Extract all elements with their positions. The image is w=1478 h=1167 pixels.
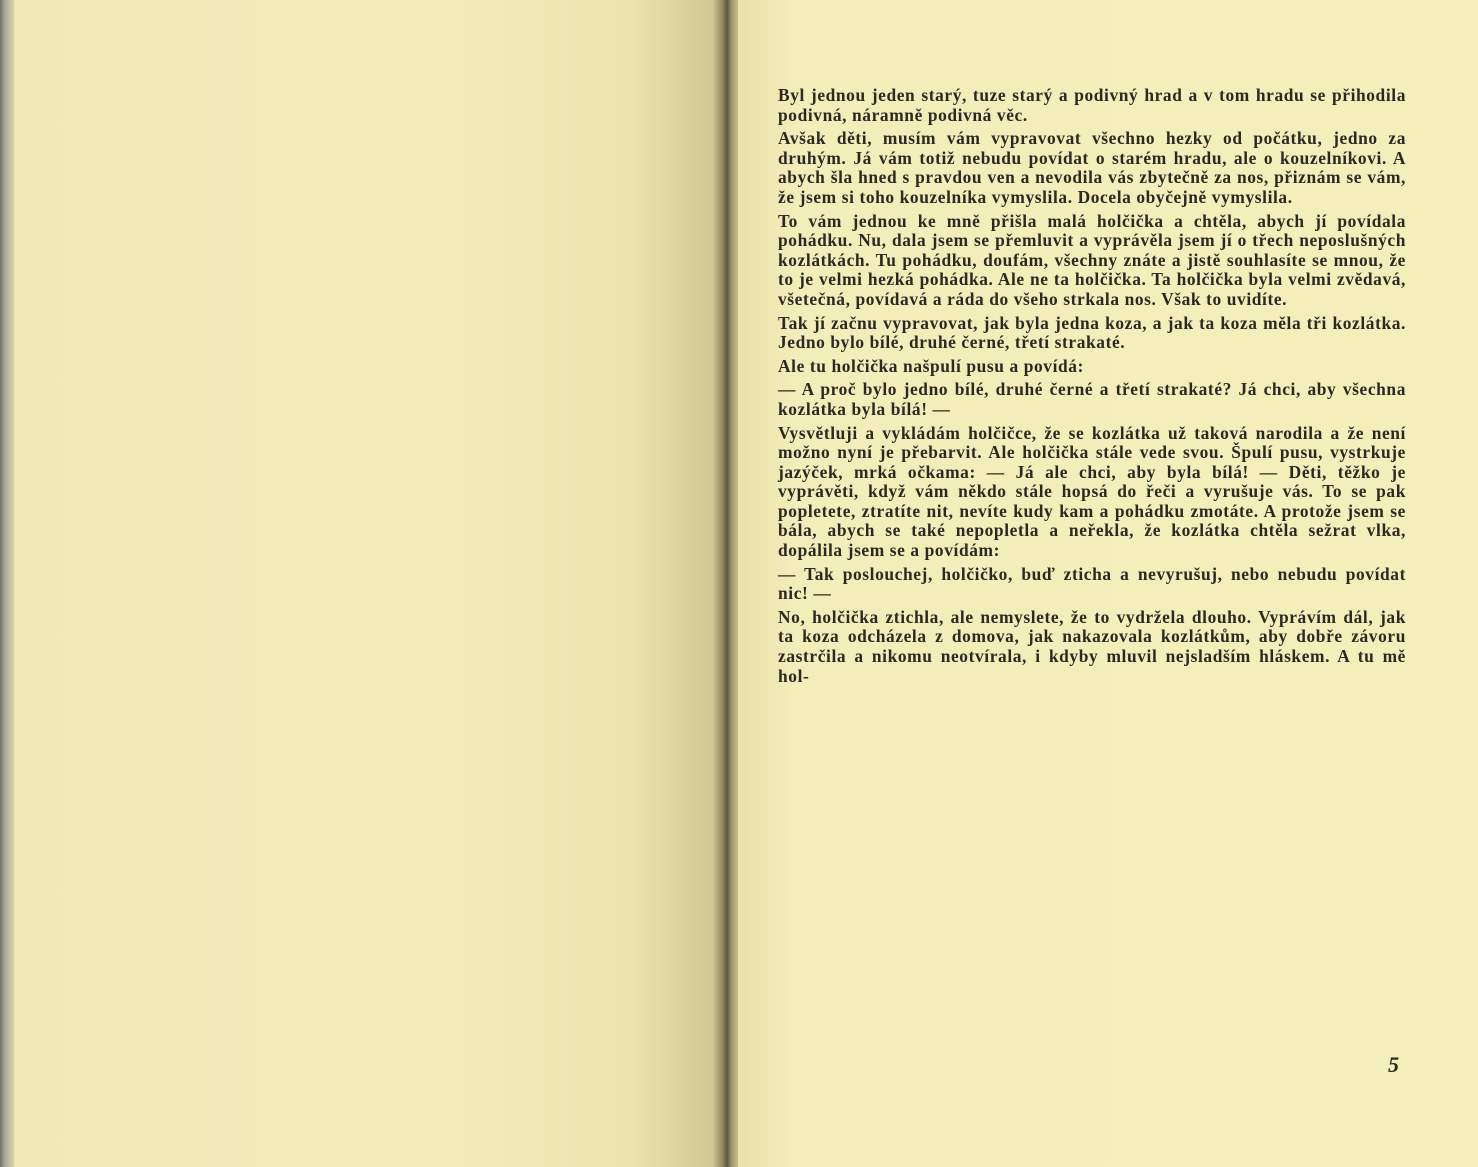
paragraph-6: — A proč bylo jedno bílé, druhé černé a třetí strakaté? Já chci, aby všechna kozlátka byla bílá! — (778, 379, 1406, 419)
page-number: 5 (1388, 1052, 1399, 1077)
left-page-blank (14, 0, 717, 1167)
page-edge-strip (0, 0, 14, 1167)
paragraph-4: Tak jí začnu vypravovat, jak byla jedna koza, a jak ta koza měla tři kozlátka. Jedno bylo bílé, druhé černé, třetí strakaté. (778, 312, 1406, 353)
paragraph-3: To vám jednou ke mně přišla malá holčička a chtěla, abych jí povídala pohádku. Nu, dala jsem se přemluvit a vyprávěla jsem jí o třech neposlušných kozlátkách. Tu pohádku, doufám, všechny znáte a jistě souhlasíte se mnou, že to je velmi hezká pohádka. Ale ne ta holčička. Ta holčička byla velmi zvědavá, všetečná, povídavá a ráda do všeho strkala nos. Však to uvidíte. (778, 210, 1406, 309)
paragraph-2: Avšak děti, musím vám vypravovat všechno hezky od počátku, jedno za druhým. Já vám totiž nebudu povídat o starém hradu, ale o kouzelníkovi. A abych šla hned s pravdou ven a nevodila vás zbytečně za nos, přiznám se vám, že jsem si toho kouzelníka vymyslila. Docela obyčejně vymyslila. (778, 128, 1406, 207)
paragraph-7: Vysvětluji a vykládám holčičce, že se kozlátka už taková narodila a že není možno nyní je přebarvit. Ale holčička stále vede svou. Špulí pusu, vystrkuje jazýček, mrká očkama: — Já ale chci, aby byla bílá! — Děti, těžko je vyprávěti, když vám někdo stále hopsá do řeči a vyrušuje vás. To se pak popletete, ztratíte nit, nevíte kudy kam a pohádku zmotáte. A protože jsem se bála, abych se také nepopletla a neřekla, že kozlátka chtěla sežrat vlka, dopálila jsem se a povídám: (778, 422, 1406, 561)
page-text (778, 86, 1406, 690)
paragraph-1: Byl jednou jeden starý, tuze starý a podivný hrad a v tom hradu se přihodila podivná, náramně podivná věc. (778, 85, 1406, 125)
paragraph-5: Ale tu holčička našpulí pusu a povídá: (778, 355, 1084, 376)
paragraph-8: — Tak poslouchej, holčičko, buď zticha a nevyrušuj, nebo nebudu povídat nic! — (778, 563, 1406, 604)
paragraph-9: No, holčička ztichla, ale nemyslete, že to vydržela dlouho. Vyprávím dál, jak ta koza odcházela z domova, jak nakazovala kozlátkům, aby dobře závoru zastrčila a nikomu neotvírala, i kdyby mluvil nejsladším hláskem. A tu mě hol- (778, 606, 1406, 686)
